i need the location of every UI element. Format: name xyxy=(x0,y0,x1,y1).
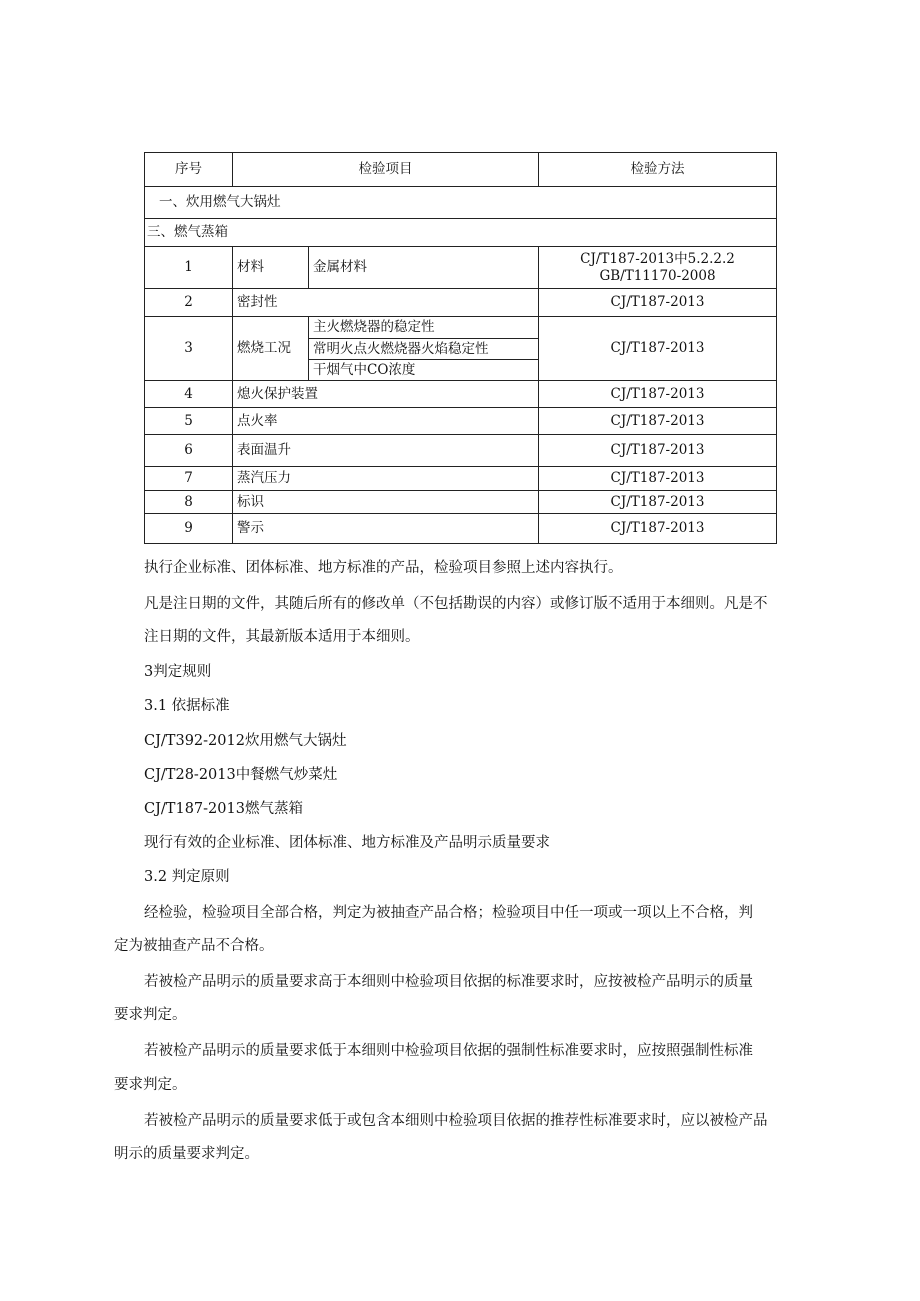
sub-item-name: 常明火点火燃烧器火焰稳定性 xyxy=(309,339,539,360)
method-cell: CJ/T187-2013 xyxy=(539,491,777,514)
method-cell: CJ/T187-2013 xyxy=(539,435,777,467)
paragraph-continuation: 注日期的文件，其最新版本适用于本细则。 xyxy=(144,629,420,645)
item-name: 标识 xyxy=(233,491,539,514)
table-header-row xyxy=(145,153,777,187)
standard-item: CJ/T392-2012炊用燃气大锅灶 xyxy=(144,733,347,749)
item-name: 材料 xyxy=(233,247,309,289)
inspection-table xyxy=(144,152,777,544)
method-cell: CJ/T187-2013 xyxy=(539,408,777,435)
table-row xyxy=(145,491,777,514)
header-seq: 序号 xyxy=(145,153,233,187)
item-name: 燃烧工况 xyxy=(233,317,309,381)
subsection-heading: 3.1 依据标准 xyxy=(144,698,230,714)
table-row xyxy=(145,317,777,339)
table-row xyxy=(145,247,777,289)
table-row xyxy=(145,408,777,435)
paragraph: 若被检产品明示的质量要求低于本细则中检验项目依据的强制性标准要求时，应按照强制性标准 xyxy=(144,1043,753,1059)
paragraph: 执行企业标准、团体标准、地方标准的产品，检验项目参照上述内容执行。 xyxy=(144,560,623,576)
standard-item: 现行有效的企业标准、团体标准、地方标准及产品明示质量要求 xyxy=(144,835,550,851)
method-cell: CJ/T187-2013 xyxy=(539,467,777,491)
section-row xyxy=(145,187,777,219)
header-item: 检验项目 xyxy=(233,153,539,187)
paragraph: 经检验，检验项目全部合格，判定为被抽查产品合格；检验项目中任一项或一项以上不合格，判 xyxy=(144,905,753,921)
standard-item: CJ/T28-2013中餐燃气炒菜灶 xyxy=(144,767,338,783)
header-method: 检验方法 xyxy=(539,153,777,187)
row-number: 6 xyxy=(145,435,233,467)
section-row xyxy=(145,219,777,247)
row-number: 9 xyxy=(145,514,233,544)
paragraph: 若被检产品明示的质量要求低于或包含本细则中检验项目依据的推荐性标准要求时，应以被检产品 xyxy=(144,1113,768,1129)
method-cell: CJ/T187-2013 xyxy=(539,317,777,381)
paragraph: 凡是注日期的文件，其随后所有的修改单（不包括勘误的内容）或修订版不适用于本细则。凡是不 xyxy=(144,596,768,612)
table-row xyxy=(145,514,777,544)
sub-item-name: 金属材料 xyxy=(309,247,539,289)
section-title: 三、燃气蒸箱 xyxy=(145,219,777,247)
paragraph-continuation: 明示的质量要求判定。 xyxy=(114,1146,259,1162)
method-cell: CJ/T187-2013 xyxy=(539,289,777,317)
paragraph-continuation: 定为被抽查产品不合格。 xyxy=(114,938,274,954)
paragraph-continuation: 要求判定。 xyxy=(114,1077,187,1093)
sub-item-name: 干烟气中CO浓度 xyxy=(309,360,539,381)
item-name: 点火率 xyxy=(233,408,539,435)
row-number: 8 xyxy=(145,491,233,514)
standard-item: CJ/T187-2013燃气蒸箱 xyxy=(144,801,303,817)
item-name: 密封性 xyxy=(233,289,539,317)
row-number: 1 xyxy=(145,247,233,289)
method-line: GB/T11170-2008 xyxy=(599,267,716,284)
subsection-heading: 3.2 判定原则 xyxy=(144,869,230,885)
row-number: 2 xyxy=(145,289,233,317)
row-number: 5 xyxy=(145,408,233,435)
table-row xyxy=(145,467,777,491)
row-number: 3 xyxy=(145,317,233,381)
table-row xyxy=(145,435,777,467)
method-line: CJ/T187-2013中5.2.2.2 xyxy=(580,250,735,267)
item-name: 表面温升 xyxy=(233,435,539,467)
section-heading: 3判定规则 xyxy=(144,664,212,680)
table-row xyxy=(145,289,777,317)
table-row xyxy=(145,381,777,408)
paragraph: 若被检产品明示的质量要求高于本细则中检验项目依据的标准要求时，应按被检产品明示的质量 xyxy=(144,974,753,990)
row-number: 7 xyxy=(145,467,233,491)
row-number: 4 xyxy=(145,381,233,408)
method-cell: CJ/T187-2013 xyxy=(539,381,777,408)
method-cell: CJ/T187-2013 xyxy=(539,514,777,544)
item-name: 熄火保护装置 xyxy=(233,381,539,408)
item-name: 警示 xyxy=(233,514,539,544)
sub-item-name: 主火燃烧器的稳定性 xyxy=(309,317,539,339)
paragraph-continuation: 要求判定。 xyxy=(114,1007,187,1023)
item-name: 蒸汽压力 xyxy=(233,467,539,491)
method-cell xyxy=(539,247,777,289)
section-title: 一、炊用燃气大锅灶 xyxy=(145,187,777,219)
